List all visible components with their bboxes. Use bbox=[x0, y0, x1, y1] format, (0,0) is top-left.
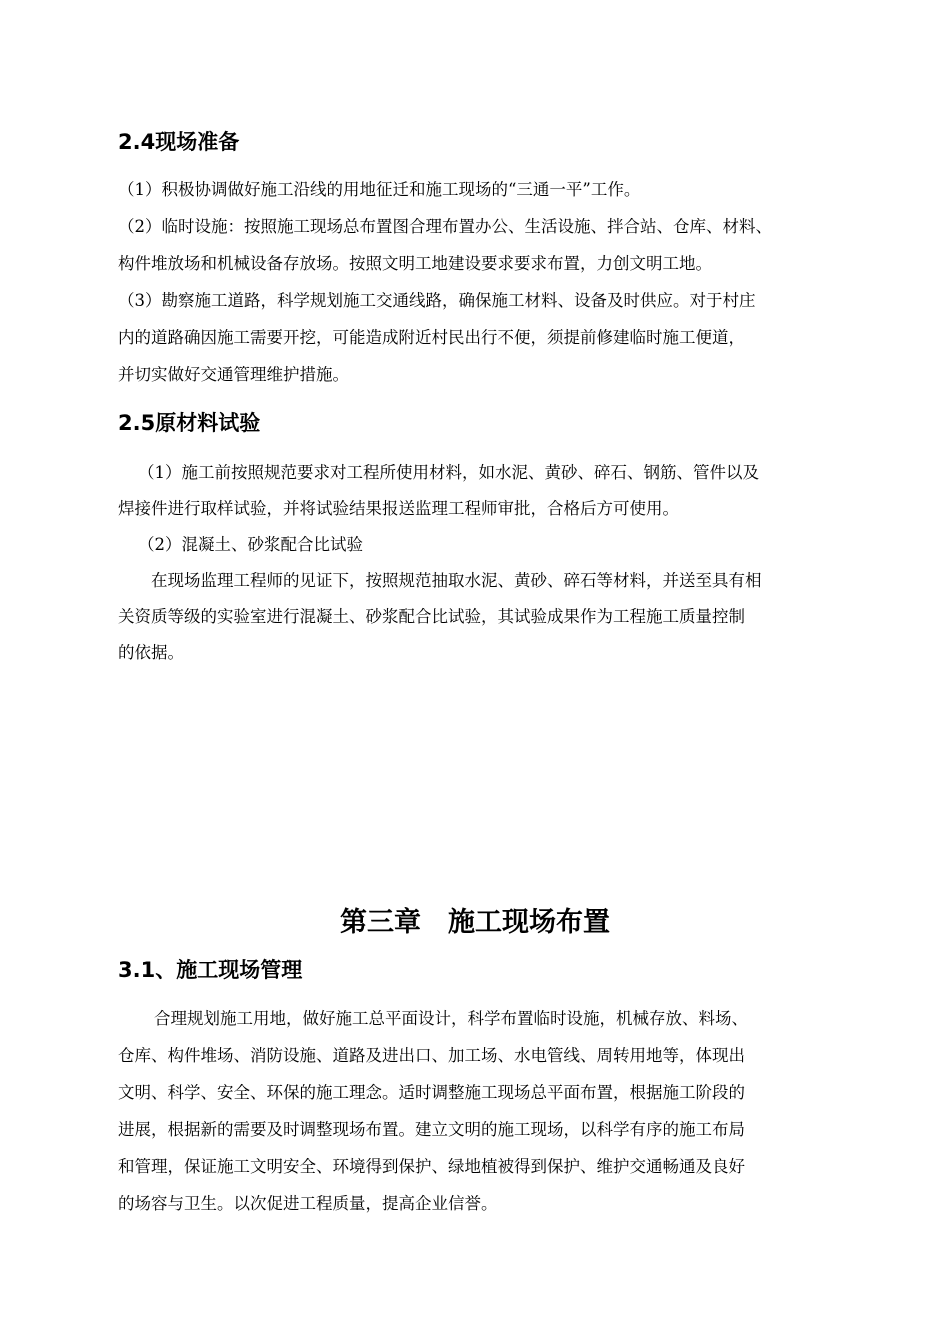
section-2-4-line: 构件堆放场和机械设备存放场。按照文明工地建设要求要求布置，力创文明工地。 bbox=[118, 254, 712, 273]
section-2-5-line: 的依据。 bbox=[118, 643, 184, 662]
section-2-5-line: （1）施工前按照规范要求对工程所使用材料，如水泥、黄砂、碎石、钢筋、管件以及 bbox=[138, 463, 759, 482]
section-2-5-body bbox=[118, 455, 878, 671]
section-2-5-line: 在现场监理工程师的见证下，按照规范抽取水泥、黄砂、碎石等材料，并送至具有相 bbox=[151, 571, 762, 590]
section-2-4-line: 并切实做好交通管理维护措施。 bbox=[118, 365, 349, 384]
section-2-5-heading: 2.5原材料试验 bbox=[118, 411, 261, 435]
section-3-1-line: 仓库、构件堆场、消防设施、道路及进出口、加工场、水电管线、周转用地等，体现出 bbox=[118, 1046, 745, 1065]
chapter-3-title: 第三章 施工现场布置 bbox=[340, 907, 610, 939]
section-2-4-line: （2）临时设施：按照施工现场总布置图合理布置办公、生活设施、拌合站、仓库、材料、 bbox=[118, 217, 772, 236]
section-3-1-line: 进展，根据新的需要及时调整现场布置。建立文明的施工现场，以科学有序的施工布局 bbox=[118, 1120, 745, 1139]
section-2-4-line: （3）勘察施工道路，科学规划施工交通线路，确保施工材料、设备及时供应。对于村庄 bbox=[118, 291, 756, 310]
section-3-1-heading: 3.1、施工现场管理 bbox=[118, 958, 303, 982]
section-2-5-line: （2）混凝土、砂浆配合比试验 bbox=[138, 535, 363, 554]
section-2-5-line: 关资质等级的实验室进行混凝土、砂浆配合比试验，其试验成果作为工程施工质量控制 bbox=[118, 607, 745, 626]
section-3-1-line: 和管理，保证施工文明安全、环境得到保护、绿地植被得到保护、维护交通畅通及良好 bbox=[118, 1157, 745, 1176]
section-2-4-line: 内的道路确因施工需要开挖，可能造成附近村民出行不便，须提前修建临时施工便道， bbox=[118, 328, 745, 347]
section-2-4-heading: 2.4现场准备 bbox=[118, 130, 240, 154]
section-2-5-line: 焊接件进行取样试验，并将试验结果报送监理工程师审批，合格后方可使用。 bbox=[118, 499, 679, 518]
section-3-1-body bbox=[118, 1000, 878, 1222]
section-2-4-body bbox=[118, 171, 878, 393]
section-3-1-line: 合理规划施工用地，做好施工总平面设计，科学布置临时设施，机械存放、料场、 bbox=[154, 1009, 748, 1028]
section-3-1-line: 的场容与卫生。以次促进工程质量，提高企业信誉。 bbox=[118, 1194, 498, 1213]
section-3-1-line: 文明、科学、安全、环保的施工理念。适时调整施工现场总平面布置，根据施工阶段的 bbox=[118, 1083, 745, 1102]
section-2-4-line: （1）积极协调做好施工沿线的用地征迁和施工现场的“三通一平”工作。 bbox=[118, 180, 641, 199]
